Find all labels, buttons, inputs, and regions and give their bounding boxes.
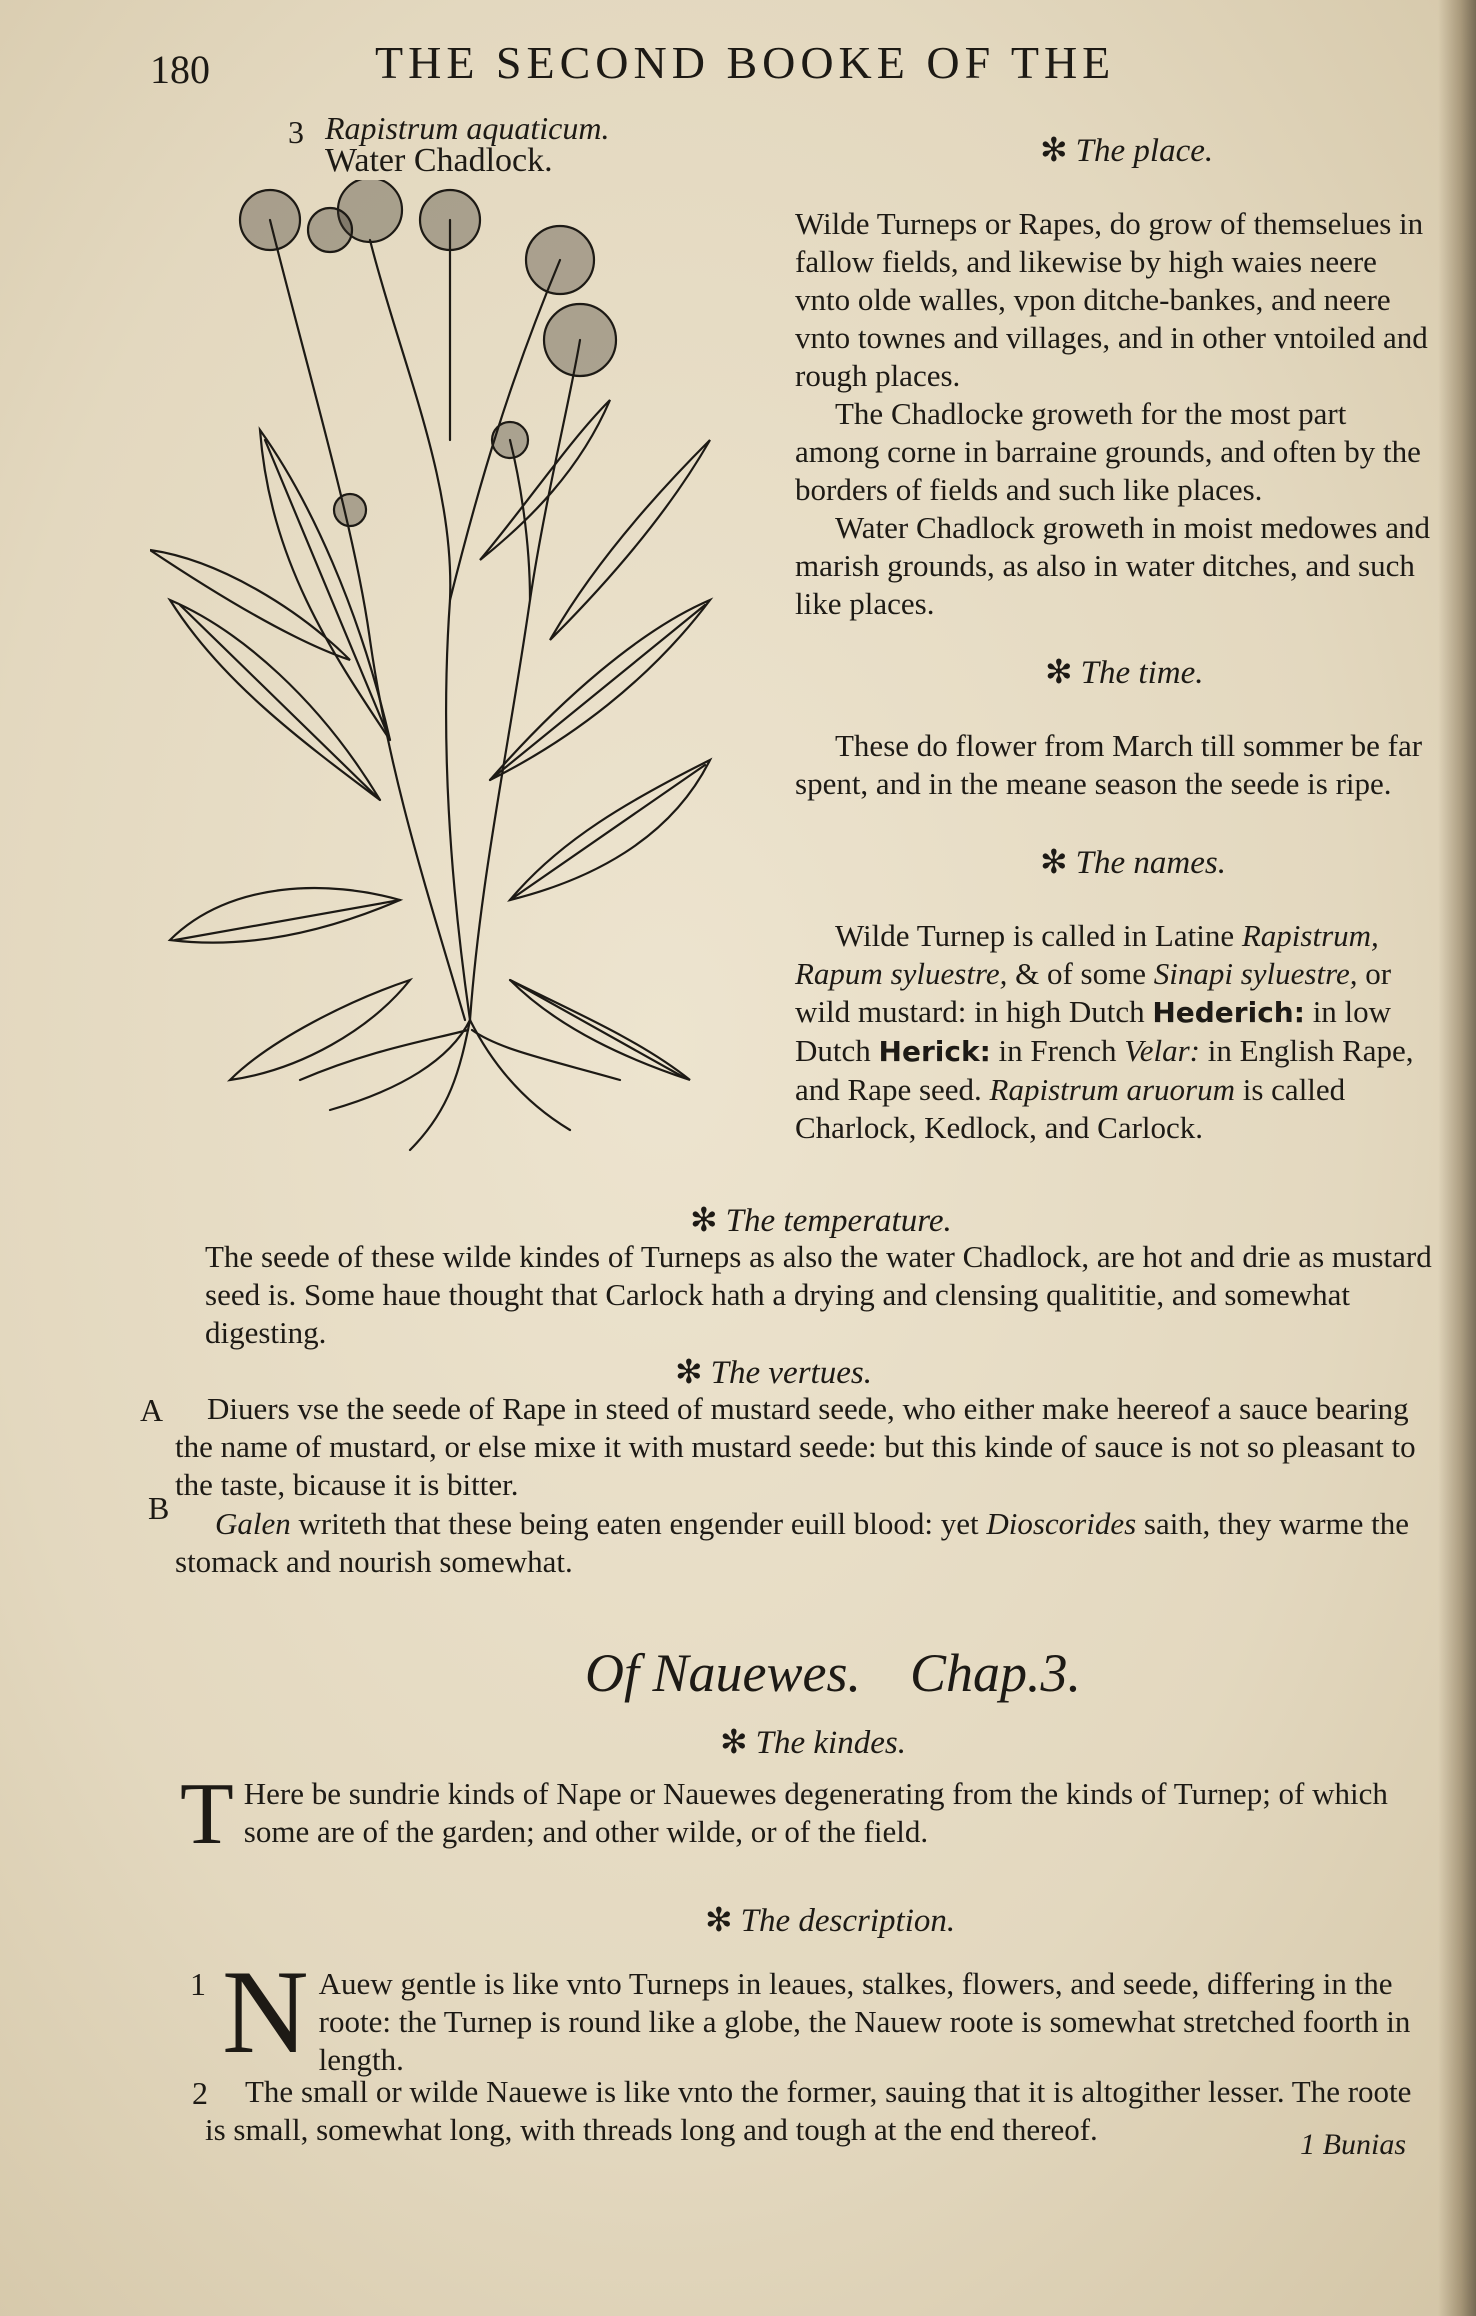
description-paragraph-2: The small or wilde Nauewe is like vnto the former, sauing that it is altogither lesser. The roote is small, somewhat long, with threads long and tough at the end thereof. xyxy=(205,2074,1412,2147)
margin-letter-b: B xyxy=(148,1490,170,1526)
time-heading: ✻ The time. xyxy=(1045,655,1204,691)
vertue-b xyxy=(175,1505,1435,1581)
latin-term: Rapistrum, Rapum syluestre, xyxy=(795,918,1379,991)
time-section xyxy=(795,727,1435,803)
chapter-label: Chap.3. xyxy=(910,1643,1082,1703)
vertue-a-paragraph: Diuers vse the seede of Rape in steed of mustard seede, who either make heereof a sauce bearing the name of mustard, or else mixe it with mustard seede: but this kinde of sauce is not so pleasant to the taste, bicause it is bitter. xyxy=(175,1391,1416,1502)
latin-term: Sinapi syluestre, xyxy=(1153,956,1358,991)
vertues-heading: ✻ The vertues. xyxy=(675,1355,872,1391)
author-name: Dioscorides xyxy=(986,1506,1137,1541)
running-title: THE SECOND BOOKE OF THE xyxy=(375,37,1116,88)
vertue-a xyxy=(175,1390,1435,1504)
place-paragraph-3: Water Chadlock groweth in moist medowes and marish grounds, as also in water ditches, and such like places. xyxy=(795,510,1430,621)
description-paragraph-1: Auew gentle is like vnto Turneps in leaues, stalkes, flowers, and seede, differing in the roote: the Turnep is round like a globe, the Nauew roote is somewhat stretched foorth in length. xyxy=(318,1966,1411,2077)
time-paragraph: These do flower from March till sommer be far spent, and in the meane season the seede is ripe. xyxy=(795,728,1423,801)
names-paragraph: Wilde Turnep is called in Latine Rapistrum, Rapum syluestre, & of some Sinapi syluestre, or wild mustard: in high Dutch Hederich: in low Dutch Herick: in French Velar: in English Rape, and Rape seed. Rapistrum aruorum is called Charlock, Kedlock, and Carlock. xyxy=(795,918,1414,1145)
binding-shadow xyxy=(1438,0,1476,2316)
place-heading: ✻ The place. xyxy=(1040,133,1214,169)
temperature-heading: ✻ The temperature. xyxy=(690,1203,952,1239)
figure-number: 3 xyxy=(288,114,304,150)
drop-capital: N xyxy=(222,1945,309,2078)
author-name: Galen xyxy=(215,1506,291,1541)
page-number: 180 xyxy=(150,47,210,92)
asterisk-icon: ✻ xyxy=(690,1203,718,1239)
catchword: 1 Bunias xyxy=(1300,2128,1406,2161)
latin-term: Rapistrum aruorum xyxy=(989,1072,1235,1107)
names-section xyxy=(795,917,1435,1147)
dutch-term: Hederich: xyxy=(1152,996,1305,1029)
place-section xyxy=(795,205,1435,623)
asterisk-icon: ✻ xyxy=(1040,845,1068,881)
figure-english-name: Water Chadlock. xyxy=(325,142,553,179)
asterisk-icon: ✻ xyxy=(675,1355,703,1391)
description-number-2: 2 xyxy=(192,2075,208,2111)
asterisk-icon: ✻ xyxy=(720,1725,748,1761)
description-number-1: 1 xyxy=(190,1966,206,2002)
description-item-2 xyxy=(205,2073,1435,2149)
drop-capital: T xyxy=(180,1766,234,1863)
kindes-section xyxy=(180,1766,1435,1863)
french-term: Velar: xyxy=(1124,1033,1200,1068)
names-heading: ✻ The names. xyxy=(1040,845,1226,881)
description-item-1 xyxy=(222,1945,1435,2079)
asterisk-icon: ✻ xyxy=(705,1903,733,1939)
chapter-title: Of Nauewes. xyxy=(585,1643,861,1703)
asterisk-icon: ✻ xyxy=(1045,655,1073,691)
temperature-paragraph: The seede of these wilde kindes of Turneps as also the water Chadlock, are hot and drie as mustard seed is. Some haue thought that Carlock hath a drying and clensing qualititie, and somewhat digesting. xyxy=(205,1239,1432,1350)
kindes-paragraph: Here be sundrie kinds of Nape or Nauewes degenerating from the kinds of Turnep; of which some are of the garden; and other wilde, or of the field. xyxy=(243,1776,1388,1849)
margin-letter-a: A xyxy=(140,1392,164,1428)
temperature-section xyxy=(205,1238,1435,1352)
place-paragraph-2: The Chadlocke groweth for the most part among corne in barraine grounds, and often by the borders of fields and such like places. xyxy=(795,396,1421,507)
figure-latin-name: Rapistrum aquaticum. xyxy=(325,110,610,146)
vertue-b-paragraph: Galen writeth that these being eaten engender euill blood: yet Dioscorides saith, they warme the stomack and nourish somewhat. xyxy=(175,1506,1410,1579)
asterisk-icon: ✻ xyxy=(1040,133,1068,169)
kindes-heading: ✻ The kindes. xyxy=(720,1725,906,1761)
place-paragraph-1: Wilde Turneps or Rapes, do grow of themselues in fallow fields, and likewise by high waies neere vnto olde walles, vpon ditche-bankes, and neere vnto townes and villages, and in other vntoiled and rough places. xyxy=(795,206,1428,393)
plant-woodcut-icon xyxy=(150,180,750,1160)
dutch-term: Herick: xyxy=(878,1035,991,1068)
description-heading: ✻ The description. xyxy=(705,1903,956,1939)
